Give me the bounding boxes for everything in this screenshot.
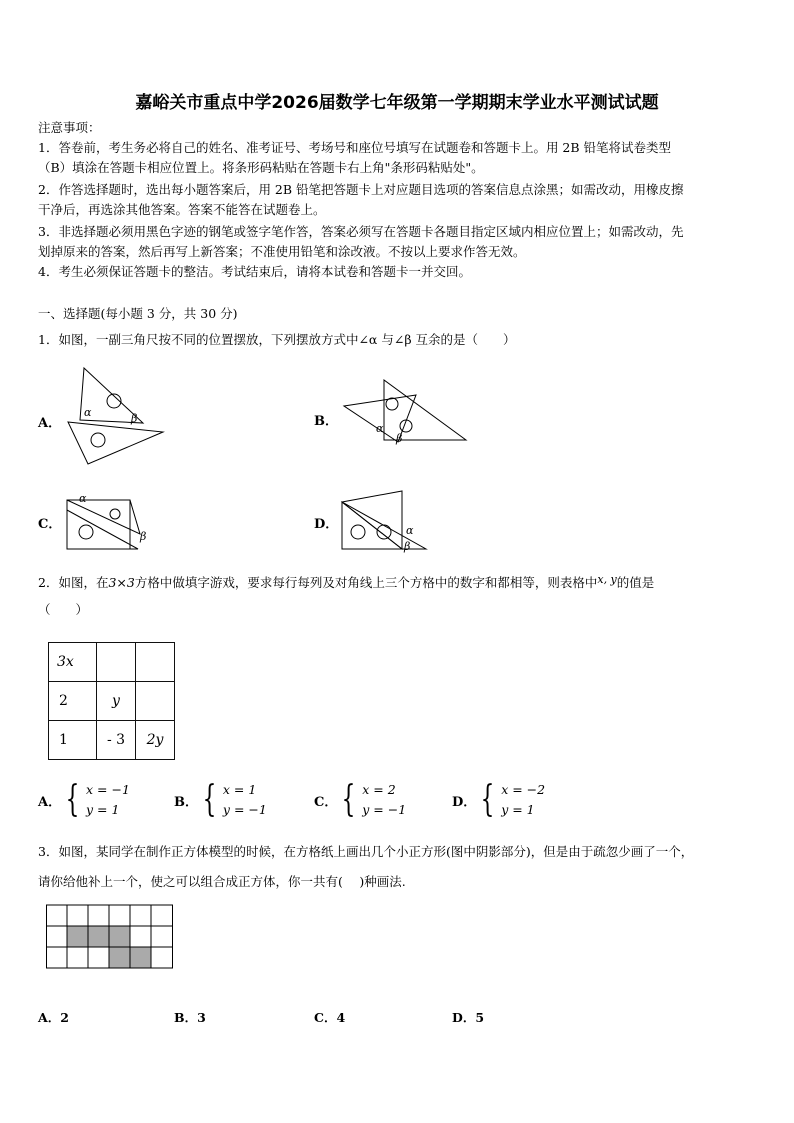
question-3-stem-line2: 请你给他补上一个，使之可以组合成正方体，你一共有( )种画法.: [38, 874, 406, 889]
alpha-label: α: [406, 524, 414, 537]
grid-cell: [136, 643, 175, 682]
q2-stem-math: 3×3: [108, 575, 135, 590]
q2-option-label: B．: [174, 794, 198, 810]
alpha-label: α: [84, 406, 92, 419]
page-title: 嘉峪关市重点中学2026届数学七年级第一学期期末学业水平测试试题: [135, 93, 659, 113]
grid-row: [49, 721, 175, 760]
q1-option-d-figure: [336, 488, 436, 558]
q2-option-x: x = −2: [501, 782, 546, 797]
q2-option-x: x = 1: [222, 782, 257, 797]
shaded-square: [130, 947, 151, 968]
q2-option-y: y = −1: [222, 802, 267, 817]
q2-option-y: y = −1: [362, 802, 407, 817]
question-1-stem: 1．如图，一副三角尺按不同的位置摆放，下列摆放方式中∠α 与∠β 互余的是（ ）: [38, 332, 516, 347]
notice-line: 划掉原来的答案，然后再写上新答案；不准使用铅笔和涂改液。不按以上要求作答无效。: [38, 244, 526, 259]
q1-option-a-figure: [60, 360, 170, 470]
grid-cell: y: [97, 682, 136, 721]
q1-option-b-figure: [336, 370, 476, 450]
grid-cell: 1: [49, 721, 97, 760]
q2-option-y: y = 1: [86, 802, 120, 817]
grid-cell: [136, 682, 175, 721]
q2-stem-part: 的值是: [616, 575, 655, 590]
q1-option-c-label: C．: [38, 517, 62, 532]
notice-line: 3．非选择题必须用黑色字迹的钢笔或签字笔作答，答案必须写在答题卡各题目指定区域内相应位置上；如需改动，先: [38, 224, 684, 239]
notice-line: 干净后，再选涂其他答案。答案不能答在试题卷上。: [38, 202, 326, 217]
notice-line: 2．作答选择题时，选出每小题答案后，用 2B 铅笔把答题卡上对应题目选项的答案信息点涂黑；如需改动，用橡皮擦: [38, 182, 684, 197]
grid-cell: [97, 643, 136, 682]
q2-option-label: A．: [38, 794, 62, 810]
grid-cell: - 3: [97, 721, 136, 760]
section-heading: 一、选择题(每小题 3 分，共 30 分): [38, 306, 238, 321]
q1-option-b-label: B．: [314, 414, 338, 429]
beta-label: β: [140, 530, 147, 543]
grid-row: [49, 643, 175, 682]
grid-row: [49, 682, 175, 721]
q2-stem-part: 2．如图，在: [38, 575, 109, 590]
shaded-square: [109, 926, 130, 947]
q3-net-grid: [46, 904, 178, 972]
notice-line: （B）填涂在答题卡相应位置上。将条形码粘贴在答题卡右上角"条形码粘贴处"。: [38, 160, 484, 175]
q1-option-a-label: A．: [38, 416, 62, 431]
shaded-square: [88, 926, 109, 947]
q2-option-a: A． { x = −1 y = 1: [38, 779, 130, 820]
q2-option-d: D． { x = −2 y = 1: [452, 779, 546, 820]
notice-line: 4．考生必须保证答题卡的整洁。考试结束后，请将本试卷和答题卡一并交回。: [38, 264, 471, 279]
question-3-stem: 3．如图，某同学在制作正方体模型的时候，在方格纸上画出几个小正方形(图中阴影部分)，但是由于疏忽少画了一个，: [38, 844, 694, 859]
q2-stem-math: x, y: [597, 573, 617, 586]
grid-cell: 3x: [49, 643, 97, 682]
q3-option-b: B．3: [174, 1010, 206, 1025]
q2-grid: [48, 642, 175, 760]
question-2-stem: [38, 570, 654, 593]
q3-option-d: D．5: [452, 1010, 485, 1025]
q2-option-b: B． { x = 1 y = −1: [174, 779, 267, 820]
alpha-label: α: [376, 422, 384, 435]
alpha-label: α: [79, 492, 87, 505]
q2-stem-part: 方格中做填字游戏，要求每行每列及对角线上三个方格中的数字和都相等，则表格中: [134, 575, 598, 590]
q2-option-y: y = 1: [501, 802, 535, 817]
q2-option-label: C．: [314, 794, 338, 810]
shaded-square: [109, 947, 130, 968]
notice-heading: 注意事项：: [38, 120, 101, 135]
shaded-square: [67, 926, 88, 947]
grid-cell: 2: [49, 682, 97, 721]
beta-label: β: [396, 432, 403, 445]
q3-option-a: A．2: [38, 1010, 69, 1025]
beta-label: β: [404, 540, 411, 553]
beta-label: β: [131, 412, 138, 425]
q2-answer-paren: （ ）: [38, 602, 89, 617]
q2-option-x: x = 2: [362, 782, 396, 797]
q2-option-c: C． { x = 2 y = −1: [314, 779, 407, 820]
q2-option-x: x = −1: [86, 782, 130, 797]
q1-option-c-figure: [60, 488, 160, 558]
q3-option-c: C．4: [314, 1010, 346, 1025]
grid-cell: 2y: [136, 721, 175, 760]
q1-option-d-label: D．: [314, 517, 339, 532]
q2-option-label: D．: [452, 794, 477, 810]
notice-line: 1．答卷前，考生务必将自己的姓名、准考证号、考场号和座位号填写在试题卷和答题卡上。用 2B 铅笔将试卷类型: [38, 140, 672, 155]
